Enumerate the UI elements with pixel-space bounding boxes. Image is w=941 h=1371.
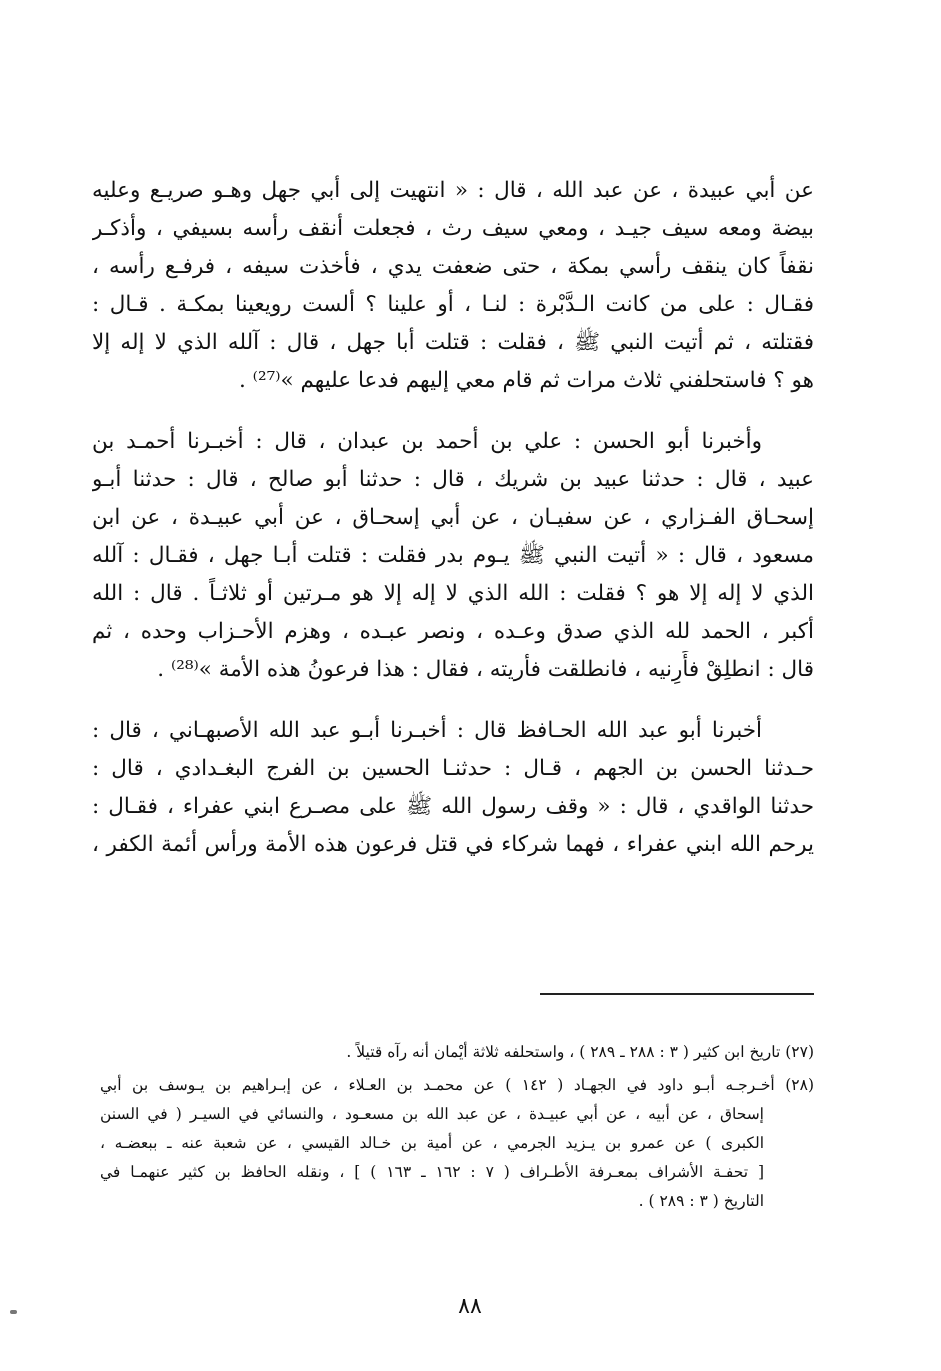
text-line: حدثنا الواقدي ، قال : « وقف رسول الله ﷺ على مصـرع ابني عفراء ، فقـال : [92,794,814,819]
footnote-line: (٢٨) أخـرجـه أبـو داود في الجهـاد ( ١٤٢ ) عن محمـد بن العـلاء ، عن إبـراهيم بن يـوسف بن أبي [100,1076,814,1094]
text-line: وأخبرنا أبو الحسن : علي بن أحمد بن عبدان ، قال : أخبـرنا أحمـد بن [92,429,762,454]
text-line: نقفاً كان ينقف رأسي بمكة ، حتى ضعفت يدي ، فأخذت سيفه ، فرفـع رأسه ، [92,254,814,279]
main-text [92,172,814,887]
scan-speck [10,1310,17,1314]
footnote-line: (٢٧) تاريخ ابن كثير ( ٣ : ٢٨٨ ـ ٢٨٩ ) ، واستحلفه ثلاثة أيْمان أنه رآه قتيلاً . [346,1043,814,1061]
footnote-line: الكبرى ) عن عمرو بن يـزيد الجرمي ، عن أمية بن خـالد القيسي ، عن شعبة عنه ـ ببعضـه ، [100,1134,764,1152]
text-line: يرحم الله ابني عفراء ، فهما شركاء في قتل فرعون هذه الأمة ورأس أئمة الكفر ، [92,832,814,857]
footnote-line: التاريخ ( ٣ : ٢٨٩ ) . [638,1192,764,1210]
paragraph-2 [92,423,814,689]
text-line: أخبرنا أبو عبد الله الحـافظ قال : أخبـرنا أبـو عبد الله الأصبهـاني ، قال : [92,718,762,743]
footnotes [100,1038,814,1220]
text-line: إسحـاق الفـزاري ، عن سفيـان ، عن أبي إسحـاق ، عن أبي عبيـدة ، عن ابن [92,505,814,530]
footnote-separator [540,993,814,995]
text-line: هو ؟ فاستحلفني ثلاث مرات ثم قام معي إليهم فدعا عليهم »⁽²⁷⁾ . [239,368,814,393]
text-line: فقتلته ، ثم أتيت النبي ﷺ ، فقلت : قتلت أبا جهل ، قال : آلله الذي لا إله إلا [92,330,814,355]
footnote-27 [100,1038,814,1067]
text-line: عبيد ، قال : حدثنا عبيد بن شريك ، قال : حدثنا أبو صالح ، قال : حدثنا أبـو [92,467,814,492]
text-line: الذي لا إله إلا هو ؟ فقلت : الله الذي لا إله إلا هو مـرتين أو ثلاثـاً . قال : الله [92,581,814,606]
paragraph-1 [92,172,814,400]
text-line: فقـال : على من كانت الـدَّبْرة : لنـا ، أو علينا ؟ ألست رويعينا بمكـة . قـال : [92,292,814,317]
text-line: بيضة ومعه سيف جيـد ، ومعي سيف رث ، فجعلت أنقف رأسه بسيفي ، وأذكـر [92,216,814,241]
paragraph-3 [92,712,814,864]
text-line: مسعود ، قال : « أتيت النبي ﷺ يـوم بدر فقلت : قتلت أبـا جهل ، فقـال : آلله [92,543,814,568]
footnote-line: [ تحفـة الأشراف بمعـرفة الأطـراف ( ٧ : ١٦٢ ـ ١٦٣ ) ] ، ونقله الحافظ بن كثير عنهمـا في [100,1163,764,1181]
text-line: حـدثنا الحسن بن الجهم ، قـال : حدثنـا الحسين بن الفرج البغـدادي ، قال : [92,756,814,781]
footnote-28 [100,1071,814,1216]
text-line: عن أبي عبيدة ، عن عبد الله ، قال : « انتهيت إلى أبي جهل وهـو صريـع وعليه [92,178,814,203]
text-line: أكبر ، الحمد لله الذي صدق وعـده ، ونصر عبـده ، وهزم الأحـزاب وحده ، ثم [92,619,814,644]
text-line: قال : انطلِقْ فأَرِنيه ، فانطلقت فأريته ، فقال : هذا فرعونُ هذه الأمة »⁽²⁸⁾ . [157,657,814,682]
footnote-line: إسحاق ، عن أبيه ، عن أبي عبيـدة ، عن عبد الله بن مسعـود ، والنسائي في السيـر ( في السنن [100,1105,764,1123]
page-number: ٨٨ [458,1294,482,1319]
